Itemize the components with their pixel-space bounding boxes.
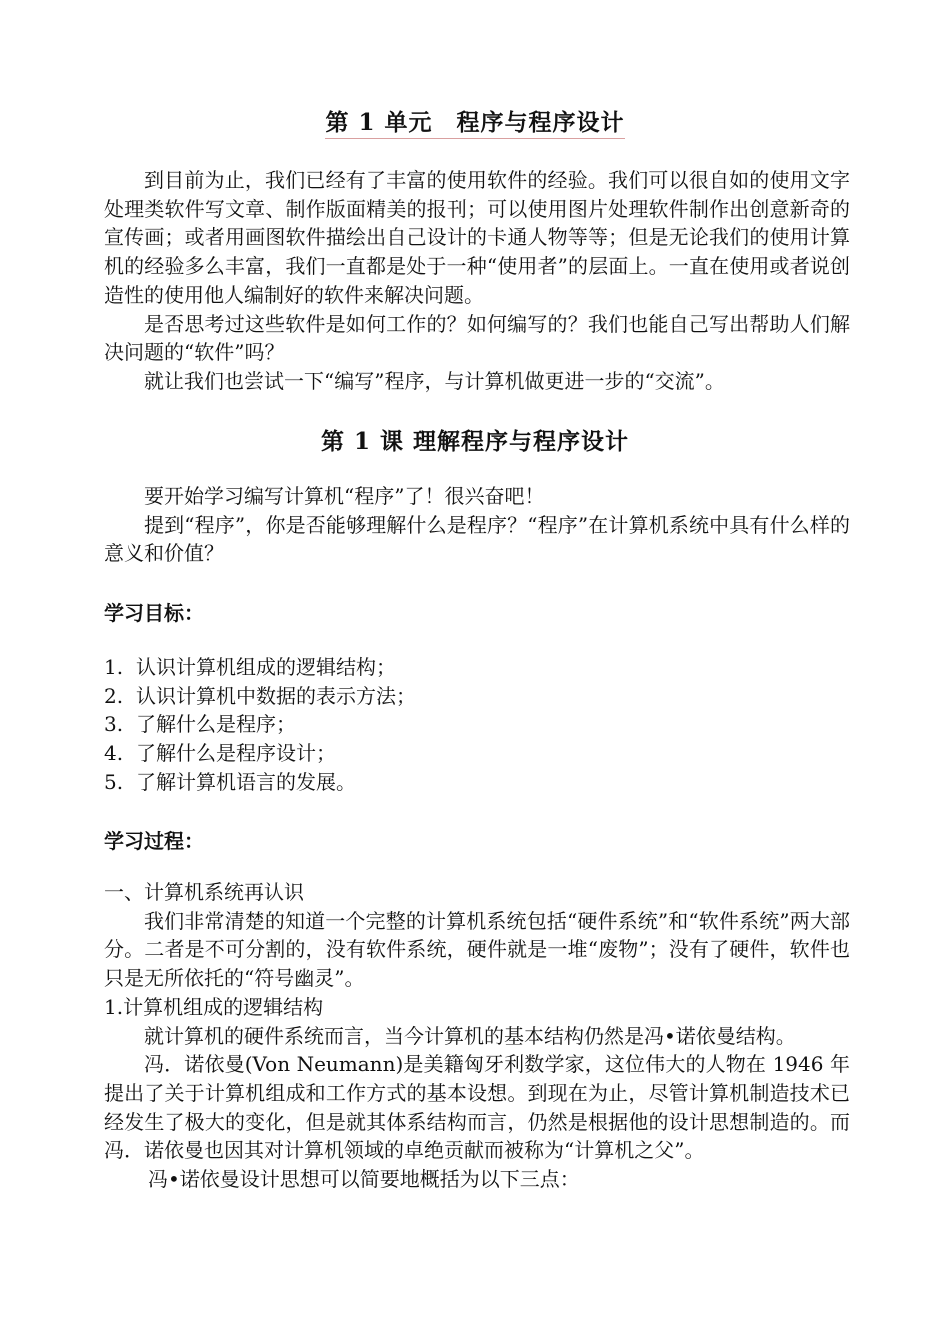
- section1-block: [104, 878, 850, 1194]
- section1-paragraph: 我们非常清楚的知道一个完整的计算机系统包括“硬件系统”和“软件系统”两大部分。二者是不可分割的，没有软件系统，硬件就是一堆“废物”；没有了硬件，软件也只是无所依托的“符号幽灵”。: [104, 908, 850, 991]
- objective-item: 4. 了解什么是程序设计；: [104, 741, 336, 766]
- process-heading: 学习过程：: [104, 829, 204, 853]
- intro-paragraph: 是否思考过这些软件是如何工作的？如何编写的？我们也能自己写出帮助人们解决问题的“软件”吗？: [104, 311, 850, 365]
- objective-item: 5. 了解计算机语言的发展。: [104, 769, 356, 794]
- intro-paragraph: 就让我们也尝试一下“编写”程序，与计算机做更进一步的“交流”。: [144, 368, 725, 393]
- objectives-heading: 学习目标：: [104, 601, 204, 625]
- objective-item: 2. 认识计算机中数据的表示方法；: [104, 683, 416, 708]
- objective-item: 1. 认识计算机组成的逻辑结构；: [104, 655, 396, 679]
- intro-block: [104, 166, 850, 396]
- lesson-intro-block: [104, 482, 850, 568]
- subsection1-paragraph: 冯．诺依曼(Von Neumann)是美籍匈牙利数学家，这位伟大的人物在 1946 年提出了关于计算机组成和工作方式的基本设想。到现在为止，尽管计算机制造技术已经发生了极大的变化，但是就其体系结构而言，仍然是根据他的设计思想制造的。而冯．诺依曼也因其对计算机领域的卓绝贡献而被称为“计算机之父”。: [104, 1052, 850, 1163]
- objective-item: 3. 了解什么是程序；: [104, 712, 296, 737]
- lesson-title: 第 1 课 理解程序与程序设计: [320, 428, 630, 455]
- subsection1-title: 1.计算机组成的逻辑结构: [104, 994, 324, 1019]
- objectives-list: [104, 653, 416, 797]
- subsection1-paragraph: 就计算机的硬件系统而言，当今计算机的基本结构仍然是冯•诺依曼结构。: [144, 1023, 796, 1048]
- unit-title: 第 1 单元 程序与程序设计: [0, 104, 950, 137]
- subsection1-paragraph: 冯•诺依曼设计思想可以简要地概括为以下三点：: [148, 1167, 580, 1192]
- section1-title: 一、计算机系统再认识: [104, 880, 304, 904]
- lesson-intro-paragraph: 要开始学习编写计算机“程序”了！很兴奋吧！: [144, 484, 545, 508]
- lesson-intro-paragraph: 提到“程序”，你是否能够理解什么是程序？“程序”在计算机系统中具有什么样的意义和价值？: [104, 512, 850, 566]
- intro-paragraph: 到目前为止，我们已经有了丰富的使用软件的经验。我们可以很自如的使用文字处理类软件写文章、制作版面精美的报刊；可以使用图片处理软件制作出创意新奇的宣传画；或者用画图软件描绘出自己设计的卡通人物等等；但是无论我们的使用计算机的经验多么丰富，我们一直都是处于一种“使用者”的层面上。一直在使用或者说创造性的使用他人编制好的软件来解决问题。: [104, 168, 850, 307]
